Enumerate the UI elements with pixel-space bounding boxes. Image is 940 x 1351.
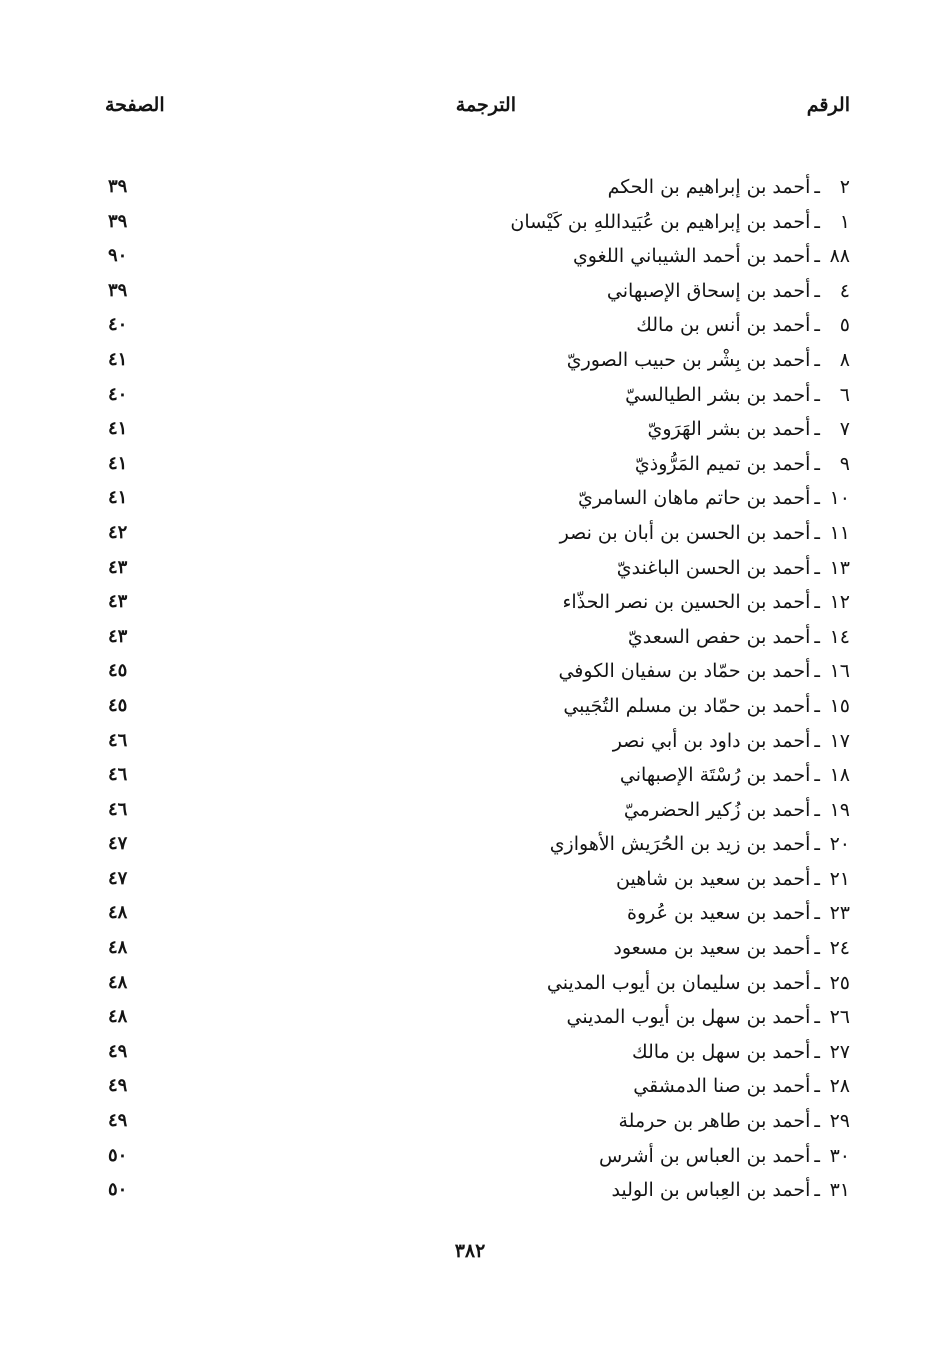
entry-name: أحمد بن تميم المَرُّوذيّ	[634, 452, 811, 475]
entry-text	[573, 239, 850, 273]
index-entry	[100, 654, 850, 689]
entry-number: ١	[839, 210, 850, 233]
entry-number: ٢٣	[829, 902, 850, 925]
entry-number: ٢٠	[829, 833, 850, 856]
entry-separator: ـ	[814, 1040, 820, 1063]
entry-number: ٦	[839, 383, 850, 406]
entry-separator: ـ	[814, 314, 820, 337]
entry-separator: ـ	[814, 971, 820, 994]
entry-page: ٤٠	[108, 383, 128, 405]
entry-separator: ـ	[814, 1179, 820, 1202]
entry-separator: ـ	[814, 1110, 820, 1133]
entry-page: ٤٦	[108, 729, 128, 751]
entry-page: ٤٣	[108, 625, 128, 647]
entry-separator: ـ	[814, 660, 820, 683]
index-entry	[100, 1139, 850, 1174]
entry-name: أحمد بن زيد بن الحُرَيش الأهوازي	[549, 833, 811, 856]
entry-number: ٨٨	[829, 245, 850, 268]
entry-text	[560, 516, 850, 550]
entry-text	[635, 447, 850, 481]
entry-page: ٤٨	[108, 971, 128, 993]
entry-name: أحمد بن أنس بن مالك	[636, 314, 811, 337]
index-entry	[100, 205, 850, 240]
entry-number: ١٦	[829, 660, 850, 683]
entry-number: ٢٨	[829, 1075, 850, 1098]
entry-number: ١٥	[829, 694, 850, 717]
entry-number: ٢٩	[829, 1110, 850, 1133]
entry-name: أحمد بن إبراهيم بن عُبَيداللهِ بن كَيْسان	[510, 210, 811, 233]
entry-text	[550, 827, 850, 861]
entry-separator: ـ	[814, 798, 820, 821]
entry-text	[620, 758, 850, 792]
entry-name: أحمد بن إسحاق الإصبهاني	[606, 279, 811, 302]
entry-name: أحمد بن حاتم ماهان السامريّ	[577, 487, 811, 510]
entry-name: أحمد بن رُسْتَة الإصبهاني	[619, 764, 811, 787]
index-entry	[100, 827, 850, 862]
entry-separator: ـ	[814, 279, 820, 302]
entry-page: ٤١	[108, 418, 128, 440]
index-entry	[100, 966, 850, 1001]
entry-text	[636, 308, 850, 342]
entry-page: ٩٠	[108, 245, 128, 267]
entry-separator: ـ	[814, 867, 820, 890]
entry-separator: ـ	[814, 764, 820, 787]
entry-text	[562, 585, 850, 619]
entry-text	[547, 966, 850, 1000]
index-entry	[100, 793, 850, 828]
entry-name: أحمد بن العِباس بن الوليد	[611, 1179, 811, 1202]
index-entry	[100, 862, 850, 897]
entry-separator: ـ	[814, 1144, 820, 1167]
entry-name: أحمد بن بشر الهَرَويّ	[647, 418, 811, 441]
entry-number: ٣٠	[829, 1144, 850, 1167]
entry-text	[624, 793, 850, 827]
entry-page: ٤٩	[108, 1075, 128, 1097]
entry-name: أحمد بن سعيد بن عُروة	[627, 902, 811, 925]
entry-page: ٣٩	[108, 279, 128, 301]
entry-name: أحمد بن حمّاد بن مسلم التُجَيبي	[563, 694, 811, 717]
entry-number: ١٩	[829, 798, 850, 821]
entry-page: ٥٠	[108, 1144, 128, 1166]
entry-separator: ـ	[814, 418, 820, 441]
index-entry	[100, 308, 850, 343]
entry-separator: ـ	[814, 521, 820, 544]
entry-text	[567, 343, 850, 377]
entry-separator: ـ	[814, 452, 820, 475]
entry-page: ٣٩	[108, 176, 128, 197]
index-entry	[100, 516, 850, 551]
index-entry	[100, 896, 850, 931]
entry-separator: ـ	[814, 729, 820, 752]
page-number: ٣٨٢	[454, 1240, 486, 1262]
entry-number: ٢٥	[829, 971, 850, 994]
entry-text	[628, 620, 850, 654]
index-entry	[100, 758, 850, 793]
entry-number: ١٤	[829, 625, 850, 648]
entry-page: ٤٩	[108, 1040, 128, 1062]
entry-text	[578, 481, 850, 515]
index-entry	[100, 343, 850, 378]
entry-number: ١٨	[829, 764, 850, 787]
entry-text	[633, 1069, 850, 1103]
entry-separator: ـ	[814, 348, 820, 371]
index-entry	[100, 1104, 850, 1139]
entry-separator: ـ	[814, 1075, 820, 1098]
column-header-number: الرقم	[806, 94, 850, 116]
entry-page: ٤٨	[108, 1006, 128, 1028]
entry-name: أحمد بن إبراهيم بن الحكم	[607, 176, 811, 198]
entry-page: ٤٩	[108, 1110, 128, 1132]
index-entry	[100, 585, 850, 620]
entry-separator: ـ	[814, 937, 820, 960]
entry-text	[567, 1000, 850, 1034]
entry-page: ٤١	[108, 452, 128, 474]
entry-name: أحمد بن سعيد بن مسعود	[613, 937, 811, 960]
entry-number: ١١	[829, 521, 850, 544]
entry-text	[647, 412, 850, 446]
entry-text	[613, 724, 850, 758]
entry-text	[611, 1173, 850, 1207]
entry-number: ٥	[839, 314, 850, 337]
index-entry	[100, 447, 850, 482]
entry-name: أحمد بن حمّاد بن سفيان الكوفي	[558, 660, 811, 683]
entry-page: ٤٧	[108, 833, 128, 855]
entry-name: أحمد بن أحمد الشيباني اللغوي	[572, 245, 811, 268]
index-entry	[100, 378, 850, 413]
entry-name: أحمد بن زُكير الحضرميّ	[623, 798, 811, 821]
entry-page: ٤٢	[108, 521, 128, 543]
table-header	[105, 94, 850, 128]
entry-page: ٥٠	[108, 1179, 128, 1201]
index-entry	[100, 689, 850, 724]
entry-name: أحمد بن طاهر بن حرملة	[618, 1110, 811, 1133]
entry-text	[618, 1104, 850, 1138]
entry-page: ٤١	[108, 487, 128, 509]
entry-number: ٢٦	[829, 1006, 850, 1029]
entry-text	[616, 862, 850, 896]
entry-number: ٣١	[829, 1179, 850, 1202]
entry-text	[625, 378, 850, 412]
index-entry	[100, 931, 850, 966]
entry-number: ١٠	[829, 487, 850, 510]
entry-separator: ـ	[814, 556, 820, 579]
entry-name: أحمد بن سليمان بن أيوب المديني	[546, 971, 811, 994]
entry-number: ٢٧	[829, 1040, 850, 1063]
entry-text	[510, 205, 850, 239]
entry-name: أحمد بن الحسن الباغنديّ	[616, 556, 811, 579]
entry-page: ٤٨	[108, 902, 128, 924]
entry-separator: ـ	[814, 833, 820, 856]
entry-name: أحمد بن حفص السعديّ	[627, 625, 811, 648]
index-entry	[100, 412, 850, 447]
entry-text	[617, 551, 850, 585]
entry-number: ٩	[839, 452, 850, 475]
entry-text	[599, 1139, 850, 1173]
entry-separator: ـ	[814, 487, 820, 510]
entry-page: ٤٧	[108, 867, 128, 889]
entry-number: ١٢	[829, 591, 850, 614]
entry-name: أحمد بن العباس بن أشرس	[598, 1144, 811, 1167]
index-entry	[100, 481, 850, 516]
index-entry	[100, 1173, 850, 1208]
entry-page: ٤٨	[108, 937, 128, 959]
entry-page: ٤١	[108, 348, 128, 370]
entry-page: ٤٥	[108, 660, 128, 682]
entry-page: ٤٦	[108, 764, 128, 786]
entry-separator: ـ	[814, 591, 820, 614]
index-entry	[100, 274, 850, 309]
entry-number: ٧	[839, 418, 850, 441]
entry-page: ٤٣	[108, 556, 128, 578]
entry-page: ٤٣	[108, 591, 128, 613]
entry-separator: ـ	[814, 694, 820, 717]
entry-separator: ـ	[814, 176, 820, 198]
index-entry	[100, 1035, 850, 1070]
entry-name: أحمد بن الحسين بن نصر الحذّاء	[562, 591, 811, 614]
index-entries	[100, 170, 850, 1208]
entry-text	[627, 896, 850, 930]
entry-text	[563, 689, 850, 723]
entry-number: ١٧	[829, 729, 850, 752]
entry-text	[607, 274, 850, 308]
entry-separator: ـ	[814, 902, 820, 925]
entry-text	[613, 931, 850, 965]
entry-number: ٢١	[829, 867, 850, 890]
index-entry	[100, 239, 850, 274]
entry-name: أحمد بن سعيد بن شاهين	[616, 867, 811, 890]
entry-number: ٢٤	[829, 937, 850, 960]
index-entry	[100, 1000, 850, 1035]
index-entry	[100, 620, 850, 655]
entry-separator: ـ	[814, 625, 820, 648]
entry-number: ٤	[839, 279, 850, 302]
entry-name: أحمد بن داود بن أبي نصر	[612, 729, 811, 752]
entry-page: ٤٥	[108, 694, 128, 716]
entry-separator: ـ	[814, 245, 820, 268]
entry-name: أحمد بن سهل بن أيوب المديني	[566, 1006, 811, 1029]
entry-text	[558, 654, 850, 688]
index-entry	[100, 724, 850, 759]
column-header-page: الصفحة	[105, 94, 165, 116]
entry-name: أحمد بن سهل بن مالك	[631, 1040, 811, 1063]
entry-number: ١٣	[829, 556, 850, 579]
index-entry	[100, 170, 850, 205]
entry-number: ٢	[839, 176, 850, 198]
column-header-biography: الترجمة	[455, 94, 516, 116]
entry-text	[632, 1035, 850, 1069]
entry-separator: ـ	[814, 383, 820, 406]
entry-text	[608, 170, 850, 204]
entry-separator: ـ	[814, 210, 820, 233]
entry-page: ٤٦	[108, 798, 128, 820]
entry-name: أحمد بن بشر الطيالسيّ	[625, 383, 811, 406]
entry-page: ٣٩	[108, 210, 128, 232]
entry-name: أحمد بن الحسن بن أبان بن نصر	[559, 521, 811, 544]
index-entry	[100, 551, 850, 586]
entry-name: أحمد بن بِشْر بن حبيب الصوريّ	[566, 348, 811, 371]
entry-page: ٤٠	[108, 314, 128, 336]
index-entry	[100, 1069, 850, 1104]
entry-separator: ـ	[814, 1006, 820, 1029]
entry-number: ٨	[839, 348, 850, 371]
entry-name: أحمد بن صنا الدمشقي	[633, 1075, 811, 1098]
